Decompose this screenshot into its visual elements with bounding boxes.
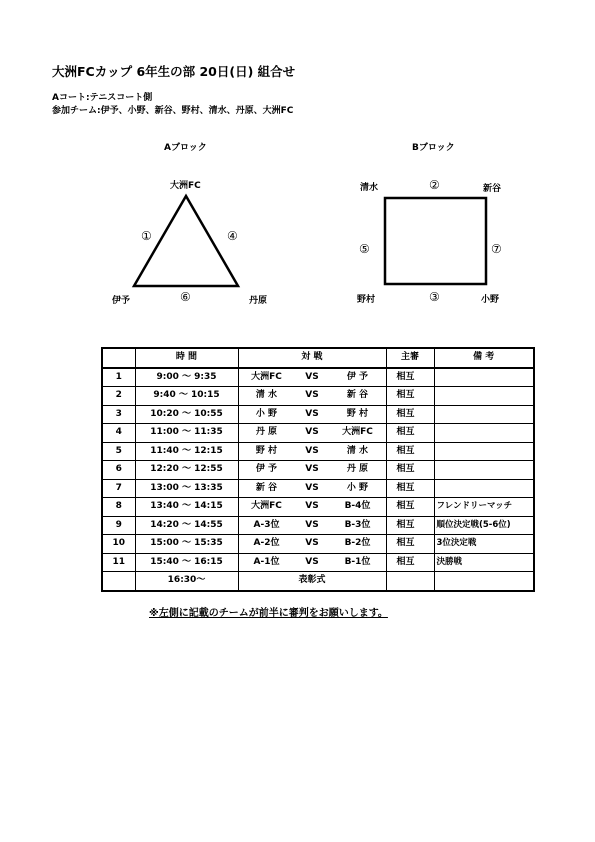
team-left: 丹 原	[255, 427, 278, 438]
match-pairing	[238, 553, 386, 572]
vs-label: VS	[305, 556, 319, 567]
table-header-row	[102, 348, 534, 368]
team-right: B-4位	[344, 501, 371, 512]
match-number: 6	[102, 461, 135, 480]
match-note: 3位決定戦	[434, 535, 534, 554]
match-note: フレンドリーマッチ	[434, 498, 534, 517]
block-b-match-7: ⑦	[491, 242, 502, 256]
team-left: 大洲FC	[251, 371, 282, 382]
match-pairing	[238, 479, 386, 498]
team-right: 大洲FC	[342, 427, 373, 438]
match-time: 13:40 ～ 14:15	[135, 498, 238, 517]
block-a-heading: Aブロック	[164, 143, 207, 153]
match-number: 10	[102, 535, 135, 554]
match-time: 14:20 ～ 14:55	[135, 516, 238, 535]
table-row	[102, 387, 534, 406]
match-number: 2	[102, 387, 135, 406]
block-b-team-bl: 野村	[357, 295, 376, 305]
footer-note: ※左側に記載のチームが前半に審判をお願いします。	[149, 608, 388, 619]
referee: 相互	[386, 461, 434, 480]
table-row	[102, 516, 534, 535]
referee: 相互	[386, 535, 434, 554]
match-pairing	[238, 516, 386, 535]
table-row-awards	[102, 572, 534, 591]
team-right: 伊 予	[346, 371, 369, 382]
team-left: A-3位	[253, 519, 280, 530]
match-number: 7	[102, 479, 135, 498]
referee: 相互	[386, 387, 434, 406]
referee: 相互	[386, 405, 434, 424]
table-row	[102, 461, 534, 480]
team-right: 丹 原	[346, 464, 369, 475]
table-row	[102, 405, 534, 424]
match-note	[434, 424, 534, 443]
col-header-match: 対 戦	[238, 348, 386, 368]
block-b-square	[385, 198, 486, 284]
block-a-match-1: ①	[141, 229, 152, 243]
team-left: 野 村	[255, 445, 278, 456]
team-right: B-3位	[344, 519, 371, 530]
block-a-team-left: 伊予	[112, 296, 131, 306]
match-time: 11:40 ～ 12:15	[135, 442, 238, 461]
block-b-team-tl: 清水	[360, 183, 379, 193]
referee: 相互	[386, 479, 434, 498]
team-left: 清 水	[255, 390, 278, 401]
block-b-match-2: ②	[429, 178, 440, 192]
col-header-time: 時 間	[135, 348, 238, 368]
match-pairing	[238, 461, 386, 480]
vs-label: VS	[305, 482, 319, 493]
table-row	[102, 535, 534, 554]
match-note: 順位決定戦(5-6位)	[434, 516, 534, 535]
page-title: 大洲FCカップ 6年生の部 20日(日) 組合せ	[52, 64, 296, 79]
referee: 相互	[386, 553, 434, 572]
team-right: 野 村	[346, 408, 369, 419]
team-left: 新 谷	[255, 482, 278, 493]
block-a-team-right: 丹原	[249, 296, 268, 306]
table-row	[102, 498, 534, 517]
referee: 相互	[386, 498, 434, 517]
match-number: 5	[102, 442, 135, 461]
match-number: 3	[102, 405, 135, 424]
vs-label: VS	[305, 390, 319, 401]
vs-label: VS	[305, 501, 319, 512]
match-note	[434, 387, 534, 406]
team-left: 小 野	[255, 408, 278, 419]
match-number: 9	[102, 516, 135, 535]
block-a-match-4: ④	[227, 229, 238, 243]
match-time: 9:00 ～ 9:35	[135, 368, 238, 387]
match-pairing	[238, 405, 386, 424]
block-b-match-5: ⑤	[359, 242, 370, 256]
schedule-table	[101, 347, 535, 592]
match-time: 11:00 ～ 11:35	[135, 424, 238, 443]
match-number: 11	[102, 553, 135, 572]
match-note	[434, 442, 534, 461]
vs-label: VS	[305, 519, 319, 530]
participating-teams: 参加チーム:伊予、小野、新谷、野村、清水、丹原、大洲FC	[52, 106, 294, 116]
match-number: 8	[102, 498, 135, 517]
match-time: 15:40 ～ 16:15	[135, 553, 238, 572]
team-left: A-2位	[253, 538, 280, 549]
referee: 相互	[386, 516, 434, 535]
match-pairing	[238, 498, 386, 517]
col-header-no	[102, 348, 135, 368]
match-number: 4	[102, 424, 135, 443]
awards-time: 16:30～	[135, 572, 238, 591]
match-number: 1	[102, 368, 135, 387]
match-pairing	[238, 442, 386, 461]
match-time: 9:40 ～ 10:15	[135, 387, 238, 406]
referee: 相互	[386, 442, 434, 461]
table-row	[102, 553, 534, 572]
awards-event: 表彰式	[238, 572, 386, 591]
match-pairing	[238, 535, 386, 554]
vs-label: VS	[305, 408, 319, 419]
match-time: 13:00 ～ 13:35	[135, 479, 238, 498]
match-note: 決勝戦	[434, 553, 534, 572]
match-pairing	[238, 387, 386, 406]
team-right: 清 水	[346, 445, 369, 456]
match-time: 10:20 ～ 10:55	[135, 405, 238, 424]
block-b-team-tr: 新谷	[483, 184, 502, 194]
referee: 相互	[386, 424, 434, 443]
team-left: A-1位	[253, 556, 280, 567]
vs-label: VS	[305, 538, 319, 549]
match-note	[434, 405, 534, 424]
team-right: B-1位	[344, 556, 371, 567]
table-row	[102, 442, 534, 461]
court-info: Aコート:テニスコート側	[52, 93, 153, 103]
table-row	[102, 479, 534, 498]
table-row	[102, 368, 534, 387]
match-time: 12:20 ～ 12:55	[135, 461, 238, 480]
team-right: B-2位	[344, 538, 371, 549]
block-a-team-top: 大洲FC	[170, 181, 201, 191]
match-pairing	[238, 424, 386, 443]
vs-label: VS	[305, 464, 319, 475]
vs-label: VS	[305, 371, 319, 382]
block-a-match-6: ⑥	[180, 290, 191, 304]
team-right: 小 野	[346, 482, 369, 493]
referee: 相互	[386, 368, 434, 387]
match-time: 15:00 ～ 15:35	[135, 535, 238, 554]
table-row	[102, 424, 534, 443]
match-note	[434, 479, 534, 498]
block-b-match-3: ③	[429, 290, 440, 304]
vs-label: VS	[305, 445, 319, 456]
col-header-notes: 備 考	[434, 348, 534, 368]
match-note	[434, 368, 534, 387]
block-b-heading: Bブロック	[412, 143, 455, 153]
col-header-referee: 主審	[386, 348, 434, 368]
vs-label: VS	[305, 427, 319, 438]
team-right: 新 谷	[346, 390, 369, 401]
team-left: 大洲FC	[251, 501, 282, 512]
team-left: 伊 予	[255, 464, 278, 475]
match-note	[434, 461, 534, 480]
match-pairing	[238, 368, 386, 387]
block-b-team-br: 小野	[481, 295, 500, 305]
